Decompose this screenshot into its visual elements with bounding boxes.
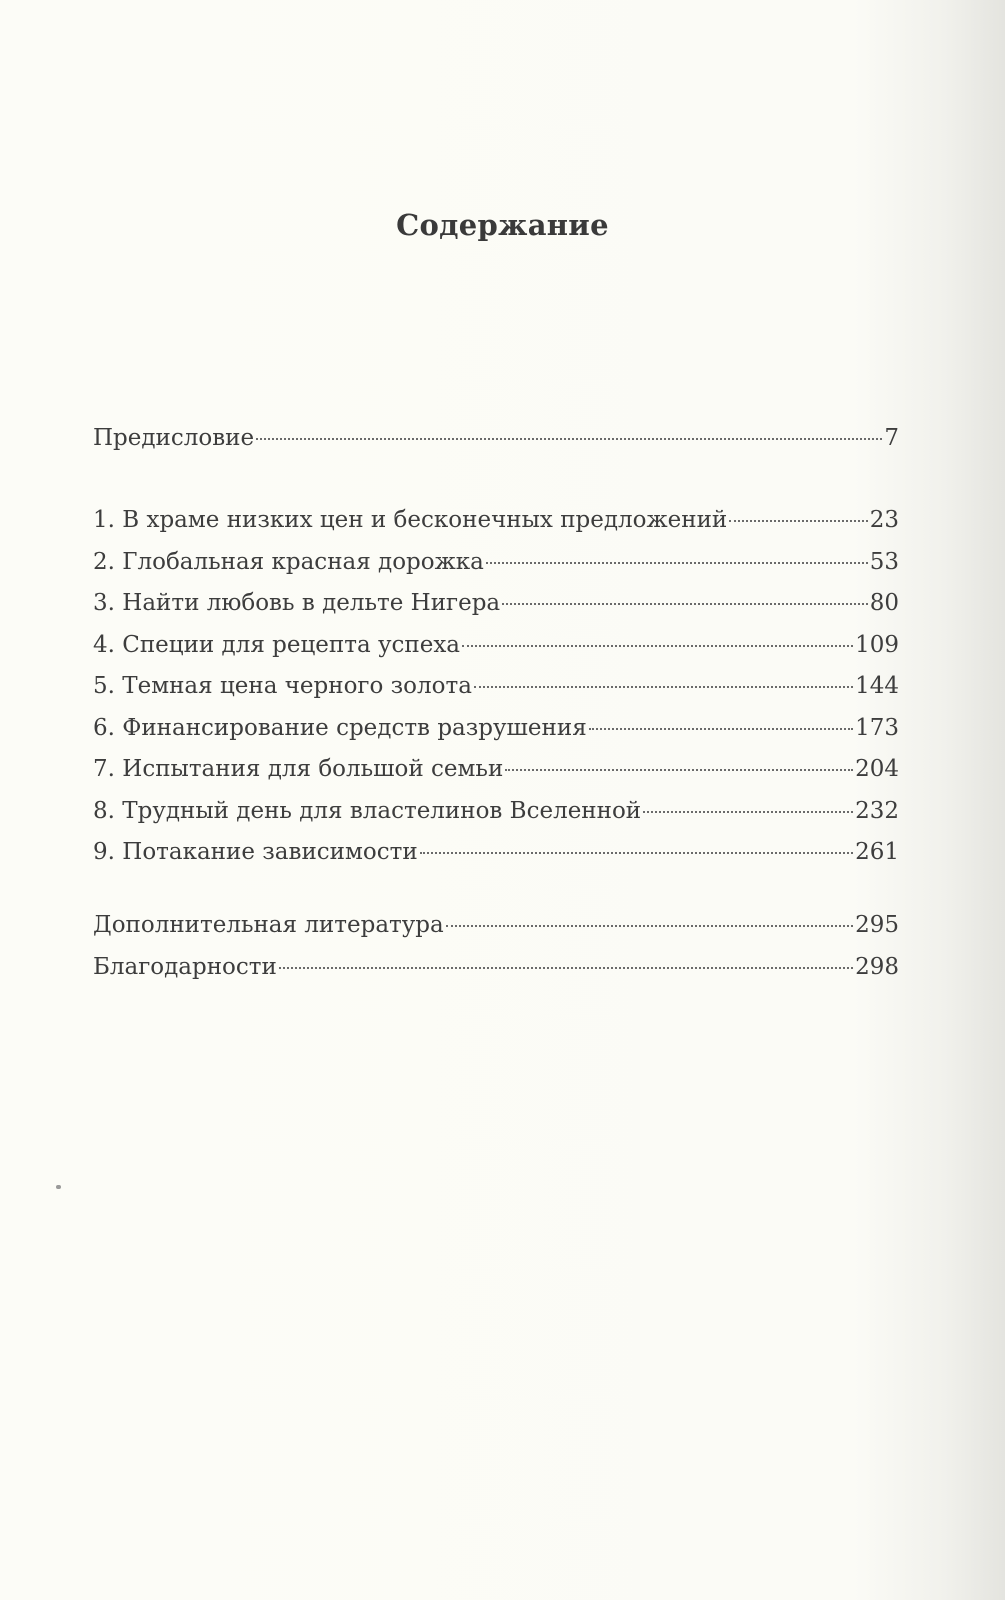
toc-entry bbox=[93, 756, 899, 798]
toc-entry bbox=[93, 798, 899, 840]
toc-entry-page: 173 bbox=[855, 714, 899, 741]
page-title: Содержание bbox=[396, 208, 609, 242]
dot-leader bbox=[256, 438, 882, 440]
toc-entry-page: 109 bbox=[855, 631, 899, 658]
dot-leader bbox=[643, 811, 853, 813]
dot-leader bbox=[279, 967, 853, 969]
toc-entry bbox=[93, 632, 899, 674]
toc-entry-label: Предисловие bbox=[93, 425, 255, 451]
toc-entry-label: 2. Глобальная красная дорожка bbox=[93, 548, 484, 575]
toc-entry bbox=[93, 590, 899, 632]
dot-leader bbox=[474, 686, 853, 688]
toc-entry bbox=[93, 839, 899, 881]
toc-entry-page: 298 bbox=[855, 953, 899, 980]
dot-leader bbox=[502, 603, 868, 605]
toc-entry bbox=[93, 954, 899, 996]
dot-leader bbox=[462, 645, 853, 647]
toc-section-chapters bbox=[93, 507, 899, 881]
toc-entry-page: 23 bbox=[869, 507, 899, 533]
print-speck bbox=[56, 1185, 61, 1189]
toc-entry-label: Дополнительная литература bbox=[93, 912, 444, 938]
dot-leader bbox=[589, 728, 853, 730]
toc-entry-page: 144 bbox=[855, 673, 899, 699]
toc-section-back-matter bbox=[93, 912, 899, 995]
toc-entry-label: 1. В храме низких цен и бесконечных предложений bbox=[93, 507, 728, 533]
toc-section-preface bbox=[93, 425, 899, 467]
dot-leader bbox=[729, 520, 867, 522]
dot-leader bbox=[505, 769, 853, 771]
toc-entry-label: 3. Найти любовь в дельте Нигера bbox=[93, 590, 501, 616]
toc-entry-page: 53 bbox=[869, 548, 899, 575]
toc-entry-label: 6. Финансирование средств разрушения bbox=[93, 714, 587, 741]
toc-entry-label: 5. Темная цена черного золота bbox=[93, 673, 472, 699]
toc-entry-page: 204 bbox=[855, 756, 899, 782]
toc-entry-page: 7 bbox=[884, 425, 899, 451]
dot-leader bbox=[420, 852, 853, 854]
toc-entry-page: 261 bbox=[855, 839, 899, 865]
dot-leader bbox=[486, 562, 868, 564]
toc-entry-label: 9. Потакание зависимости bbox=[93, 839, 418, 865]
toc-entry bbox=[93, 549, 899, 591]
dot-leader bbox=[446, 925, 853, 927]
toc-entry bbox=[93, 507, 899, 549]
toc-entry bbox=[93, 715, 899, 757]
toc-entry bbox=[93, 425, 899, 467]
toc-entry-label: 4. Специи для рецепта успеха bbox=[93, 631, 461, 658]
toc-entry-label: 7. Испытания для большой семьи bbox=[93, 756, 504, 782]
toc-entry-label: Благодарности bbox=[93, 953, 277, 980]
toc-entry-page: 80 bbox=[869, 590, 899, 616]
toc-entry-label: 8. Трудный день для властелинов Вселенной bbox=[93, 797, 642, 824]
toc-entry-page: 232 bbox=[855, 797, 899, 824]
toc-entry bbox=[93, 912, 899, 954]
toc-entry-page: 295 bbox=[855, 912, 899, 938]
toc-entry bbox=[93, 673, 899, 715]
